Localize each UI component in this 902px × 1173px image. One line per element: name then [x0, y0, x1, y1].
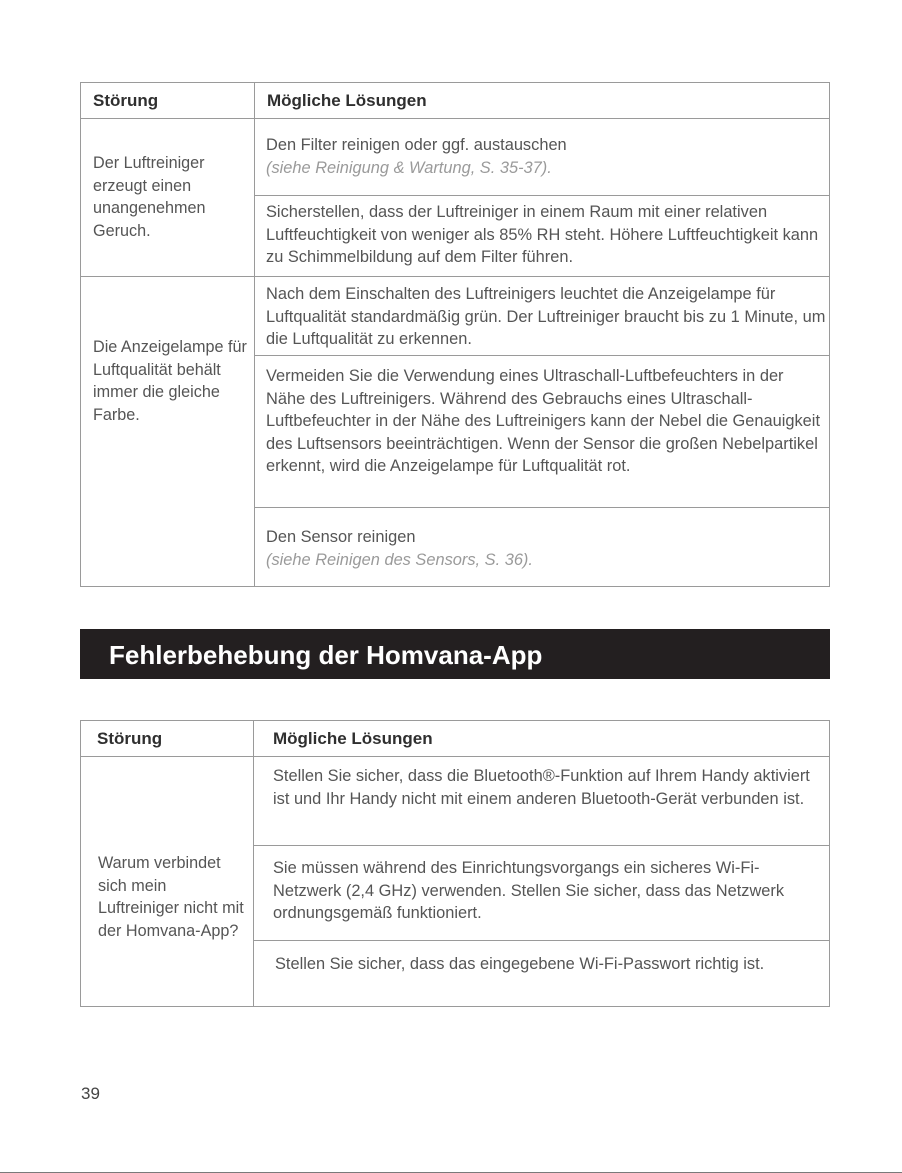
- problem-cell: Die Anzeigelampe für Luftqualität behält immer die gleiche Farbe.: [93, 338, 247, 424]
- solution-reference: (siehe Reinigung & Wartung, S. 35-37).: [266, 158, 552, 177]
- solution-text: Den Sensor reinigen: [266, 528, 416, 546]
- solution-text: Den Filter reinigen oder ggf. austauschen: [266, 136, 567, 154]
- section-title: Fehlerbehebung der Homvana-App: [80, 629, 830, 679]
- solution-reference: (siehe Reinigen des Sensors, S. 36).: [266, 550, 533, 569]
- solution-divider: [254, 507, 829, 508]
- header-stoerung: Störung: [97, 729, 163, 748]
- table-header-row: [81, 721, 829, 757]
- solution-divider: [254, 355, 829, 356]
- page-number: 39: [81, 1084, 100, 1103]
- solution-cell: Nach dem Einschalten des Luftreinigers leuchtet die Anzeigelampe für Luftqualität standardmäßig grün. Der Luftreiniger braucht bis zu 1 Minute, um die Luftqualität zu erkennen.: [266, 285, 826, 349]
- solution-cell: Stellen Sie sicher, dass das eingegebene Wi-Fi-Passwort richtig ist.: [275, 955, 765, 973]
- solution-cell: Sicherstellen, dass der Luftreiniger in einem Raum mit einer relativen Luftfeuchtigkeit von weniger als 85% RH steht. Höhere Luftfeuchtigkeit kann zu Schimmelbildung auf dem Filter führen.: [266, 203, 819, 267]
- solution-divider: [253, 845, 829, 846]
- solution-divider: [253, 940, 829, 941]
- solution-cell: Sie müssen während des Einrichtungsvorgangs ein sicheres Wi-Fi-Netzwerk (2,4 GHz) verwenden. Stellen Sie sicher, dass das Netzwerk ordnungsgemäß funktioniert.: [273, 859, 785, 923]
- header-loesungen: Mögliche Lösungen: [273, 729, 433, 748]
- solution-divider: [254, 195, 829, 196]
- problem-cell: Der Luftreiniger erzeugt einen unangenehmen Geruch.: [93, 154, 206, 240]
- problem-cell: Warum verbindet sich mein Luftreiniger nicht mit der Homvana-App?: [98, 854, 244, 940]
- column-divider: [254, 83, 255, 586]
- solution-cell: Vermeiden Sie die Verwendung eines Ultraschall-Luftbefeuchters in der Nähe des Luftreinigers. Während des Gebrauchs eines Ultraschall-Luftbefeuchter in der Nähe des Luftreinigers kann der Nebel die Genauigkeit des Luftsensors beeinträchtigen. Wenn der Sensor die großen Nebelpartikel erkennt, wird die Anzeigelampe für Luftqualität rot.: [266, 367, 820, 476]
- column-divider: [253, 721, 254, 1006]
- solution-cell: [266, 134, 826, 179]
- row-divider: [81, 276, 829, 277]
- header-stoerung: Störung: [93, 91, 159, 110]
- solution-cell: Stellen Sie sicher, dass die Bluetooth®-Funktion auf Ihrem Handy aktiviert ist und Ihr Handy nicht mit einem anderen Bluetooth-Gerät verbunden ist.: [273, 767, 810, 808]
- table-header-row: [81, 83, 829, 119]
- troubleshooting-table-app: [80, 720, 830, 1007]
- solution-cell: [266, 526, 826, 571]
- header-loesungen: Mögliche Lösungen: [267, 91, 427, 110]
- troubleshooting-table-device: [80, 82, 830, 587]
